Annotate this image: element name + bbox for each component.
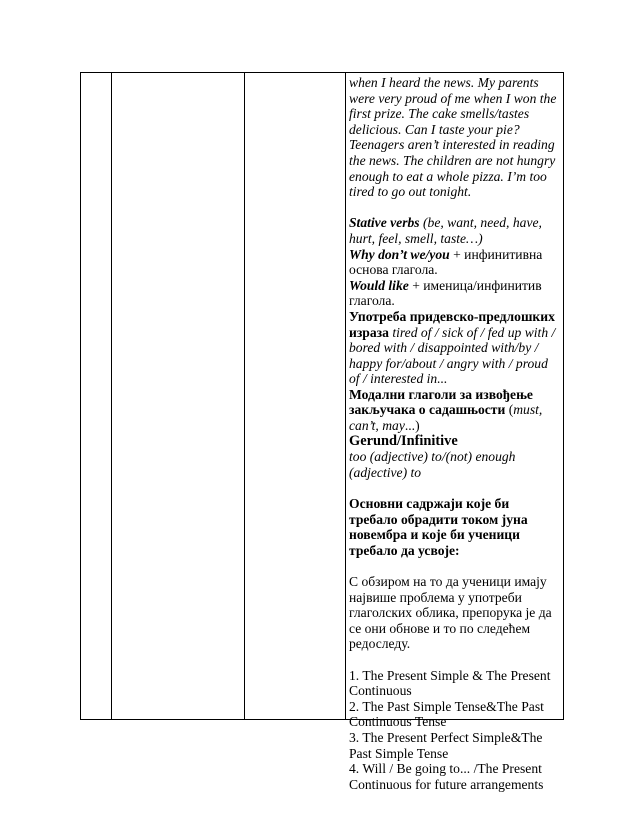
would-like-line — [349, 278, 561, 309]
column-divider-3 — [345, 73, 346, 719]
modal-verbs-heading: Модални глаголи за извођење закључака о садашњости — [349, 386, 533, 418]
recommendation-text: С обзиром на то да ученици имају највише проблема у употреби глаголских облика, препорука је да се они обнове и то по следећем редоследу. — [349, 574, 552, 652]
adjective-preposition-line — [349, 309, 561, 387]
would-like-text: + именица/инфинитив глагола. — [349, 277, 542, 309]
modal-verbs-close: ...) — [404, 418, 420, 434]
gerund-heading: Gerund/Infinitive — [349, 432, 458, 449]
list-item: 3. The Present Perfect Simple&The Past Simple Tense — [349, 729, 543, 761]
adjective-preposition-heading: Употреба придевско-предлошких израза — [349, 308, 555, 340]
content-cell — [349, 75, 561, 792]
modal-verbs-words: must, can’t, may — [349, 402, 543, 434]
why-dont-line — [349, 247, 561, 278]
modal-verbs-open: ( — [505, 402, 514, 418]
stative-verbs-list: (be, want, need, have, hurt, feel, smell, taste…) — [349, 215, 542, 246]
example-sentences: when I heard the news. My parents were very proud of me when I won the first prize. The cake smells/tastes delicious. Can I taste your pie? Teenagers aren’t interested in reading the news. The children are not hungry enough to eat a whole pizza. I’m too tired to go out tonight. — [349, 75, 557, 200]
why-dont-text: + инфинитивна основа глагола. — [349, 246, 543, 278]
list-item: 2. The Past Simple Tense&The Past Continuous Tense — [349, 698, 544, 730]
column-divider-1 — [111, 73, 112, 719]
list-item: 4. Will / Be going to... /The Present Continuous for future arrangements — [349, 761, 544, 792]
would-like-heading: Would like — [349, 277, 409, 293]
stative-verbs-heading: Stative verbs — [349, 215, 420, 231]
list-item: 1. The Present Simple & The Present Continuous — [349, 667, 551, 699]
core-content-heading: Основни садржаји које би требало обрадити током јуна новембра и које би ученици требало да усвоје: — [349, 496, 528, 558]
too-enough-pattern: too (adjective) to/(not) enough (adjective) to — [349, 449, 516, 480]
modal-verbs-line — [349, 387, 561, 434]
stative-verbs-line — [349, 215, 561, 246]
adjective-preposition-list: tired of / sick of / fed up with / bored with / disappointed with/by / happy for/about / angry with / proud of / interested in... — [349, 324, 556, 387]
column-divider-2 — [244, 73, 245, 719]
why-dont-heading: Why don’t we/you — [349, 246, 450, 262]
content-table — [80, 72, 564, 792]
